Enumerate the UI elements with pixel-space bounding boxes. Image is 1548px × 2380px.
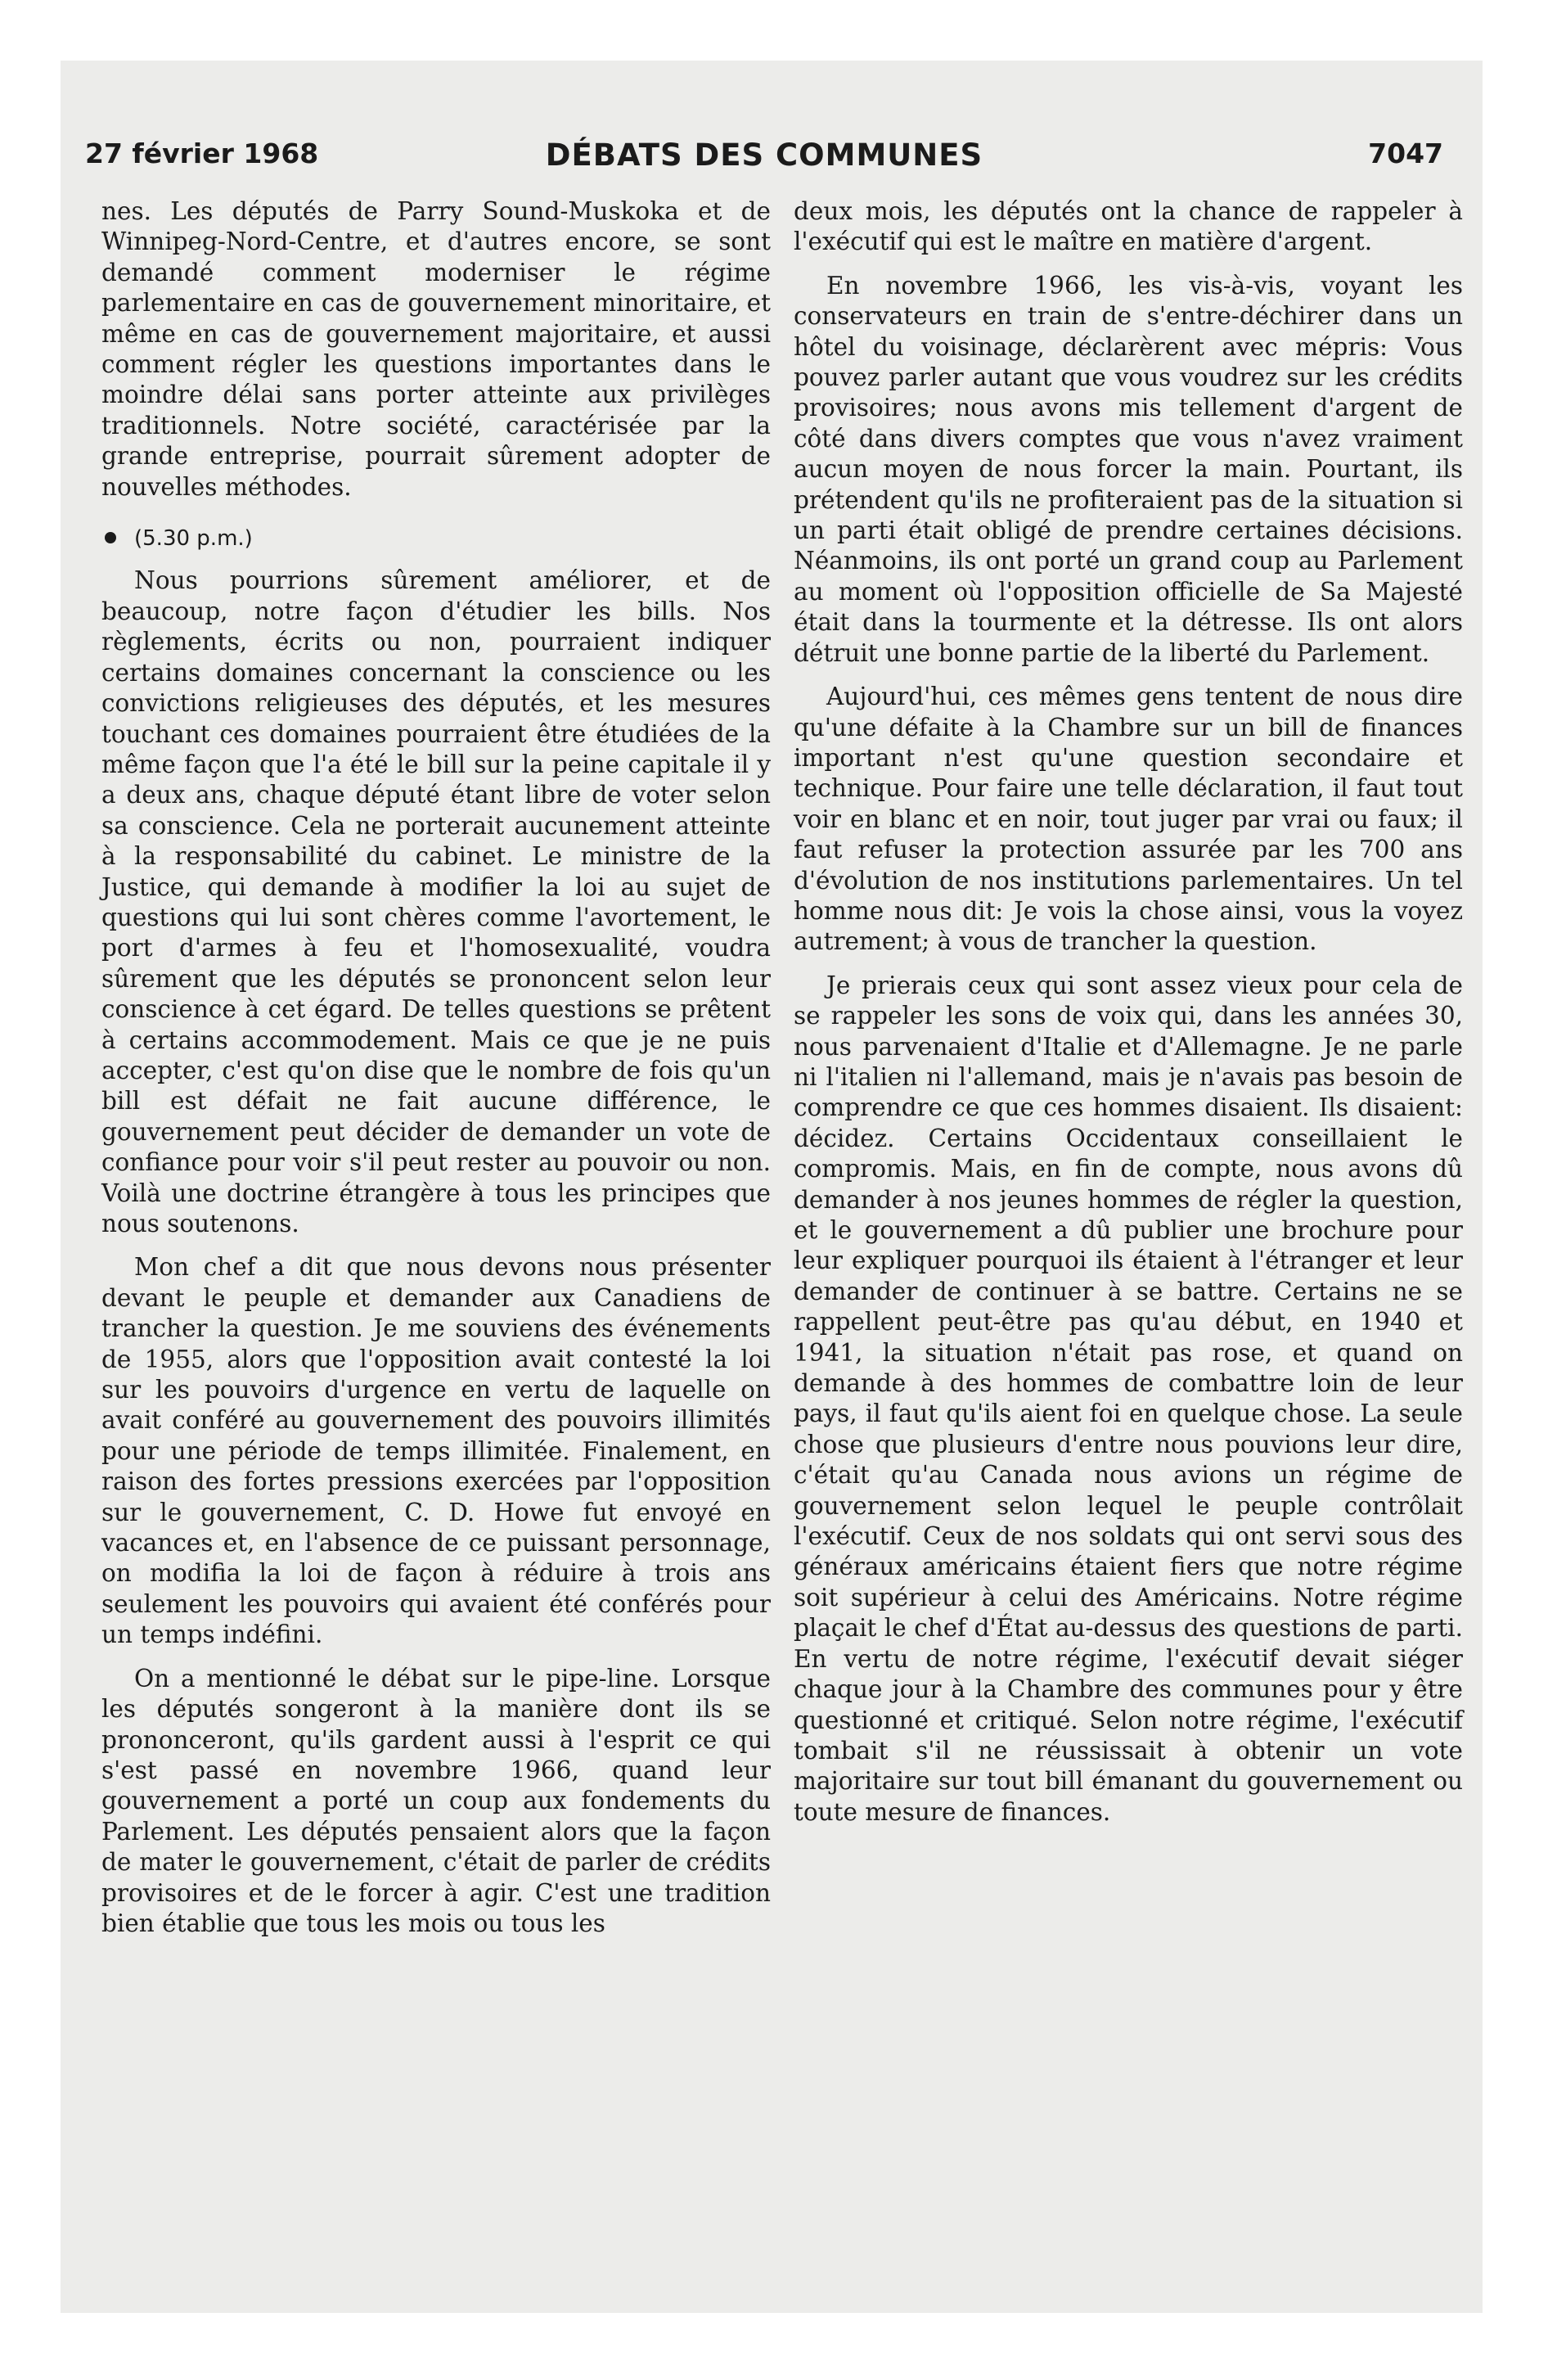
paragraph-left-2: Nous pourrions sûrement améliorer, et de beaucoup, notre façon d'étudier les bills. Nos règlements, écrits ou non, pourraient indiquer certains domaines concernant la conscience ou les convictions religieuses des députés, et les mesures touchant ces domaines pourraient être étudiées de la même façon que l'a été le bill sur la peine capitale il y a deux ans, chaque député étant libre de voter selon sa conscience. Cela ne porterait aucunement atteinte à la responsabilité du cabinet. Le ministre de la Justice, qui demande à modifier la loi au sujet de questions qui lui sont chères comme l'avortement, le port d'armes à feu et l'homosexualité, voudra sûrement que les députés se prononcent selon leur conscience à cet égard. De telles questions se prêtent à certains accommodement. Mais ce que je ne puis accepter, c'est qu'on dise que le nombre de fois qu'un bill est défait ne fait aucune différence, le gouvernement peut décider de demander un vote de confiance pour voir s'il peut rester au pouvoir ou non. Voilà une doctrine étrangère à tous les principes que nous soutenons. — [101, 566, 771, 1237]
paragraph-left-1: nes. Les députés de Parry Sound-Muskoka et de Winnipeg-Nord-Centre, et d'autres encore, se sont demandé comment moderniser le régime parlementaire en cas de gouvernement minoritaire, et même en cas de gouvernement majoritaire, et aussi comment régler les questions importantes dans le moindre délai sans porter atteinte aux privilèges traditionnels. Notre société, caractérisée par la grande entreprise, pourrait sûrement adopter de nouvelles méthodes. — [101, 197, 771, 501]
right-column — [794, 196, 1463, 1828]
paragraph-left-3: Mon chef a dit que nous devons nous présenter devant le peuple et demander aux Canadiens de trancher la question. Je me souviens des événements de 1955, alors que l'opposition avait contesté la loi sur les pouvoirs d'urgence en vertu de laquelle on avait conféré au gouvernement des pouvoirs illimités pour une période de temps illimitée. Finalement, en raison des fortes pressions exercées par l'opposition sur le gouvernement, C. D. Howe fut envoyé en vacances et, en l'absence de ce puissant personnage, on modifia la loi de façon à réduire à trois ans seulement les pouvoirs qui avaient été conférés pour un temps indéfini. — [101, 1253, 771, 1649]
page-number: 7047 — [1368, 137, 1443, 169]
paragraph-right-3: Aujourd'hui, ces mêmes gens tentent de nous dire qu'une défaite à la Chambre sur un bill de finances important n'est qu'une question secondaire et technique. Pour faire une telle déclaration, il faut tout voir en blanc et en noir, tout juger par vrai ou faux; il faut refuser la protection assurée par les 700 ans d'évolution de nos institutions parlementaires. Un tel homme nous dit: Je vois la chose ainsi, vous la voyez autrement; à vous de trancher la question. — [794, 683, 1463, 956]
paragraph-right-2: En novembre 1966, les vis-à-vis, voyant les conservateurs en train de s'entre-déchirer dans un hôtel du voisinage, déclarèrent avec mépris: Vous pouvez parler autant que vous voudrez sur les crédits provisoires; nous avons mis tellement d'argent de côté dans divers comptes que vous n'avez vraiment aucun moyen de nous forcer la main. Pourtant, ils prétendent qu'ils ne profiteraient pas de la situation si un parti était obligé de prendre certaines décisions. Néanmoins, ils ont porté un grand coup au Parlement au moment où l'opposition officielle de Sa Majesté était dans la tourmente et la détresse. Ils ont alors détruit une bonne partie de la liberté du Parlement. — [794, 271, 1463, 667]
page-header — [85, 137, 1443, 177]
paragraph-right-4: Je prierais ceux qui sont assez vieux pour cela de se rappeler les sons de voix qui, dans les années 30, nous parvenaient d'Italie et d'Allemagne. Je ne parle ni l'italien ni l'allemand, mais je n'avais pas besoin de comprendre ce que ces hommes disaient. Ils disaient: décidez. Certains Occidentaux conseillaient le compromis. Mais, en fin de compte, nous avons dû demander à nos jeunes hommes de régler la question, et le gouvernement a dû publier une brochure pour leur expliquer pourquoi ils étaient à l'étranger et leur demander de continuer à se battre. Certains ne se rappellent peut-être pas qu'au début, en 1940 et 1941, la situation n'était pas rose, et quand on demande à des hommes de combattre loin de leur pays, il faut qu'ils aient foi en quelque chose. La seule chose que plusieurs d'entre nous pouvions leur dire, c'était qu'au Canada nous avions un régime de gouvernement selon lequel le peuple contrôlait l'exécutif. Ceux de nos soldats qui ont servi sous des généraux américains étaient fiers que notre régime soit supérieur à celui des Américains. Notre régime plaçait le chef d'État au-dessus des questions de parti. En vertu de notre régime, l'exécutif devait siéger chaque jour à la Chambre des communes pour y être questionné et critiqué. Selon notre régime, l'exécutif tombait s'il ne réussissait à obtenir un vote majoritaire sur tout bill émanant du gouvernement ou toute mesure de finances. — [794, 971, 1463, 1826]
paragraph-left-4: On a mentionné le débat sur le pipe-line. Lorsque les députés songeront à la manière dont ils se prononceront, qu'ils gardent aussi à l'esprit ce qui s'est passé en novembre 1966, quand leur gouvernement a porté un coup aux fondements du Parlement. Les députés pensaient alors que la façon de mater le gouvernement, c'était de parler de crédits provisoires et de le forcer à agir. C'est une tradition bien établie que tous les mois ou tous les — [101, 1664, 771, 1937]
timestamp-text: (5.30 p.m.) — [134, 526, 253, 552]
header-title: DÉBATS DES COMMUNES — [545, 137, 983, 173]
paragraph-right-1: deux mois, les députés ont la chance de rappeler à l'exécutif qui est le maître en matière d'argent. — [794, 197, 1463, 256]
left-column — [101, 196, 771, 1939]
header-date: 27 février 1968 — [85, 137, 319, 169]
bullet-icon — [105, 532, 116, 543]
timestamp-line — [101, 524, 771, 554]
